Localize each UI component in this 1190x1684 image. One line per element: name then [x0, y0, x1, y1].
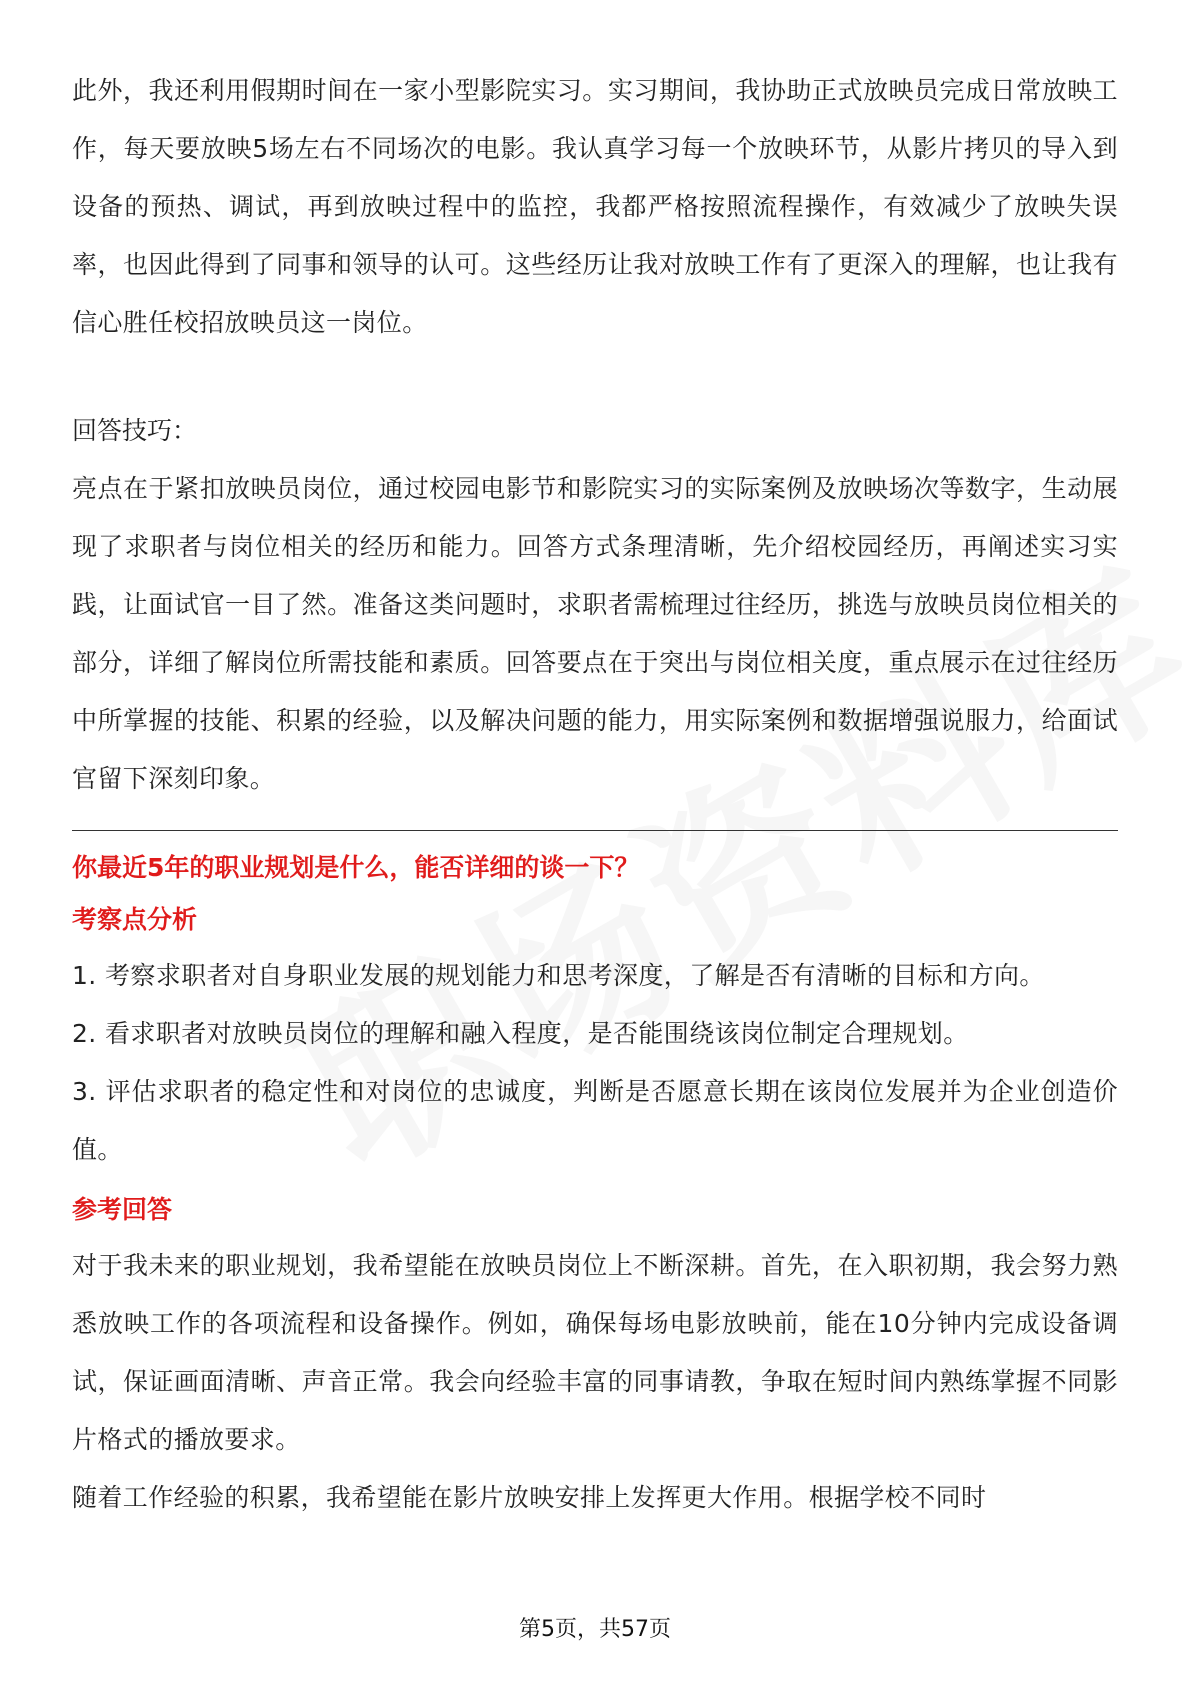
- reference-title: 参考回答: [72, 1195, 173, 1224]
- tips-paragraph: 亮点在于紧扣放映员岗位，通过校园电影节和影院实习的实际案例及放映场次等数字，生动展现了求职者与岗位相关的经历和能力。回答方式条理清晰，先介绍校园经历，再阐述实习实践，让面试官一目了然。准备这类问题时，求职者需梳理过往经历，挑选与放映员岗位相关的部分，详细了解岗位所需技能和素质。回答要点在于突出与岗位相关度，重点展示在过往经历中所掌握的技能、积累的经验，以及解决问题的能力，用实际案例和数据增强说服力，给面试官留下深刻印象。: [72, 474, 1118, 793]
- reference-paragraph: 随着工作经验的积累，我希望能在影片放映安排上发挥更大作用。根据学校不同时: [72, 1483, 987, 1512]
- question-heading: 你最近5年的职业规划是什么，能否详细的谈一下？: [72, 853, 640, 882]
- section-divider: [72, 830, 1118, 831]
- analysis-item: 3. 评估求职者的稳定性和对岗位的忠诚度，判断是否愿意长期在该岗位发展并为企业创造价值。: [72, 1077, 1118, 1164]
- page-number: 第5页，共57页: [519, 1617, 671, 1642]
- tips-label: 回答技巧：: [72, 416, 198, 445]
- analysis-title: 考察点分析: [72, 905, 198, 934]
- analysis-item: 2. 看求职者对放映员岗位的理解和融入程度，是否能围绕该岗位制定合理规划。: [72, 1019, 969, 1048]
- page-content: [72, 62, 1118, 1527]
- intro-paragraph: 此外，我还利用假期时间在一家小型影院实习。实习期间，我协助正式放映员完成日常放映工作，每天要放映5场左右不同场次的电影。我认真学习每一个放映环节，从影片拷贝的导入到设备的预热、调试，再到放映过程中的监控，我都严格按照流程操作，有效减少了放映失误率，也因此得到了同事和领导的认可。这些经历让我对放映工作有了更深入的理解，也让我有信心胜任校招放映员这一岗位。: [72, 76, 1118, 337]
- analysis-item: 1. 考察求职者对自身职业发展的规划能力和思考深度，了解是否有清晰的目标和方向。: [72, 961, 1045, 990]
- reference-paragraph: 对于我未来的职业规划，我希望能在放映员岗位上不断深耕。首先，在入职初期，我会努力熟悉放映工作的各项流程和设备操作。例如，确保每场电影放映前，能在10分钟内完成设备调试，保证画面清晰、声音正常。我会向经验丰富的同事请教，争取在短时间内熟练掌握不同影片格式的播放要求。: [72, 1251, 1118, 1454]
